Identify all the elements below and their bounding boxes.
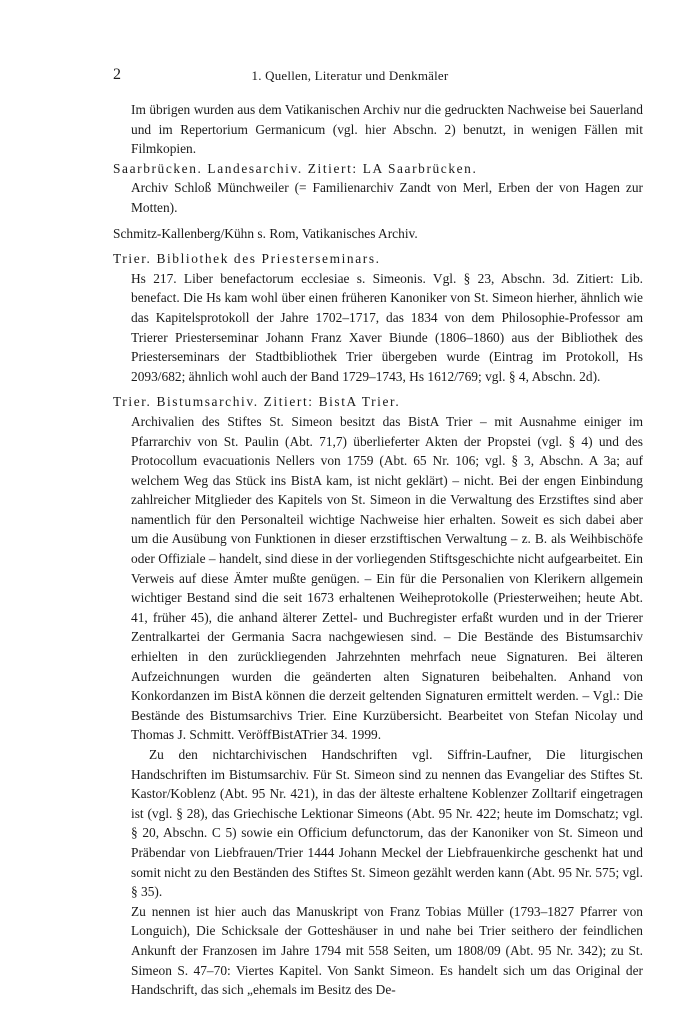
intro-paragraph: Im übrigen wurden aus dem Vatikanischen Archiv nur die gedruckten Nachweise bei Sauerland und im Repertorium Germanicum (vgl. hier Abschn. 2) benutzt, in wenigen Fällen mit Filmkopien. — [131, 102, 643, 157]
entry-body: Hs 217. Liber benefactorum ecclesiae s. Simeonis. Vgl. § 23, Abschn. 3d. Zitiert: Lib. benefact. Die Hs kam wohl über einen früheren Kanoniker von St. Simeon hierher, ähnlich wie das Kapitelsprotokoll der Jahre 1702–1717, das 1834 von dem Philosophie-Professor am Trierer Priesterseminar Johann Franz Xaver Biunde (1806–1860) aus der Bibliothek des Priesterseminars der Stadtbibliothek Trier übergeben wurde (Eintrag im Protokoll, Hs 2093/682; ähnlich wohl auch der Band 1729–1743, Hs 1612/769; vgl. § 4, Abschn. 2d). — [131, 270, 643, 384]
entry-heading: Trier. Bibliothek des Priesterseminars. — [113, 251, 381, 267]
entry-paragraph: Zu nennen ist hier auch das Manuskript von Franz Tobias Müller (1793–1827 Pfarrer von Longuich), Die Schicksale der Gotteshäuser in und nahe bei Trier seithero der feindlichen Ankunft der Franzosen im Jahre 1794 mit 558 Seiten, um 1808/09 (Abt. 95 Nr. 342); zu St. Simeon S. 47–70: Viertes Kapitel. Von Sankt Simeon. Es handelt sich um das Original der Handschrift, das sich „ehemals im Besitz des De- — [131, 903, 643, 998]
page-number: 2 — [113, 66, 121, 83]
entry-bistumsarchiv — [113, 392, 643, 999]
page-body — [113, 100, 643, 1006]
entry-saarbruecken — [113, 159, 643, 218]
entry-heading: Schmitz-Kallenberg/Kühn s. Rom, Vatikanisches Archiv. — [113, 225, 418, 241]
entry-body: Archivalien des Stiftes St. Simeon besitzt das BistA Trier – mit Ausnahme einiger im Pfarrarchiv von St. Paulin (Abt. 71,7) überlieferter Akten der Propstei (vgl. § 4) und des Protocollum evacuationis Nellers von 1759 (Abt. 65 Nr. 106; vgl. § 3, Abschn. A 3a; auf welchem Weg das Stück ins BistA kam, ist nicht geklärt) – nicht. Bei der engen Einbindung zahlreicher Mitglieder des Kapitels von St. Simeon in die Verwaltung des Erzstiftes sind aber namentlich für den Personalteil wichtige Nachweise hier erhalten. Soweit es sich dabei aber um die Ausübung von Funktionen in dieser erzstiftischen Verwaltung – z. B. als Weihbischöfe oder Offiziale – handelt, sind diese in der vorliegenden Stiftsgeschichte nicht aufgearbeitet. Ein Verweis auf diese Ämter mußte genügen. – Ein für die Personalien von Klerikern allgemein wichtiger Bestand sind die seit 1673 erhaltenen Weiheprotokolle (Priesterweihen; heute Abt. 41, früher 45), die anhand älterer Zettel- und Buchregister erfaßt wurden und in der Trierer Zentralkartei der Germania Sacra nachgewiesen sind. – Die Bestände des Bistumsarchiv erhielten in den zurückliegenden Jahrzehnten mehrfach neue Signaturen. Bei älteren Aufzeichnungen wurden die geänderten alten Signaturen beibehalten. Anhand von Konkordanzen im BistA können die derzeit geltenden Signaturen ermittelt werden. – Vgl.: Die Bestände des Bistumsarchivs Trier. Eine Kurzübersicht. Bearbeitet von Stefan Nicolay und Thomas J. Schmitt. VeröffBistATrier 34. 1999. — [131, 413, 643, 743]
entry-body: Archiv Schloß Münchweiler (= Familienarchiv Zandt von Merl, Erben der von Hagen zur Motten). — [131, 180, 643, 215]
entry-priesterseminar — [113, 249, 643, 386]
entry-schmitz — [113, 224, 643, 244]
entry-heading: Saarbrücken. Landesarchiv. Zitiert: LA Saarbrücken. — [113, 160, 478, 176]
entry-heading: Trier. Bistumsarchiv. Zitiert: BistA Trier. — [113, 394, 401, 410]
entry-paragraph: Zu den nichtarchivischen Handschriften vgl. Siffrin-Laufner, Die liturgischen Handschriften im Bistumsarchiv. Für St. Simeon sind zu nennen das Evangeliar des Stiftes St. Kastor/Koblenz (Abt. 95 Nr. 421), in das der älteste erhaltene Koblenzer Zolltarif eingetragen ist (vgl. § 28), das Griechische Lektionar Simeons (Abt. 95 Nr. 422; heute im Domschatz; vgl. § 20, Abschn. C 5) sowie ein Officium defunctorum, das der Kanoniker von St. Simeon und Präbendar von Liebfrauen/Trier 1444 Johann Meckel der Liebfrauenkirche geschenkt hat und somit nicht zu den Beständen des Stiftes St. Simeon gezählt werden kann (Abt. 95 Nr. 575; vgl. § 35). — [131, 747, 643, 900]
running-title: 1. Quellen, Literatur und Denkmäler — [251, 68, 449, 83]
